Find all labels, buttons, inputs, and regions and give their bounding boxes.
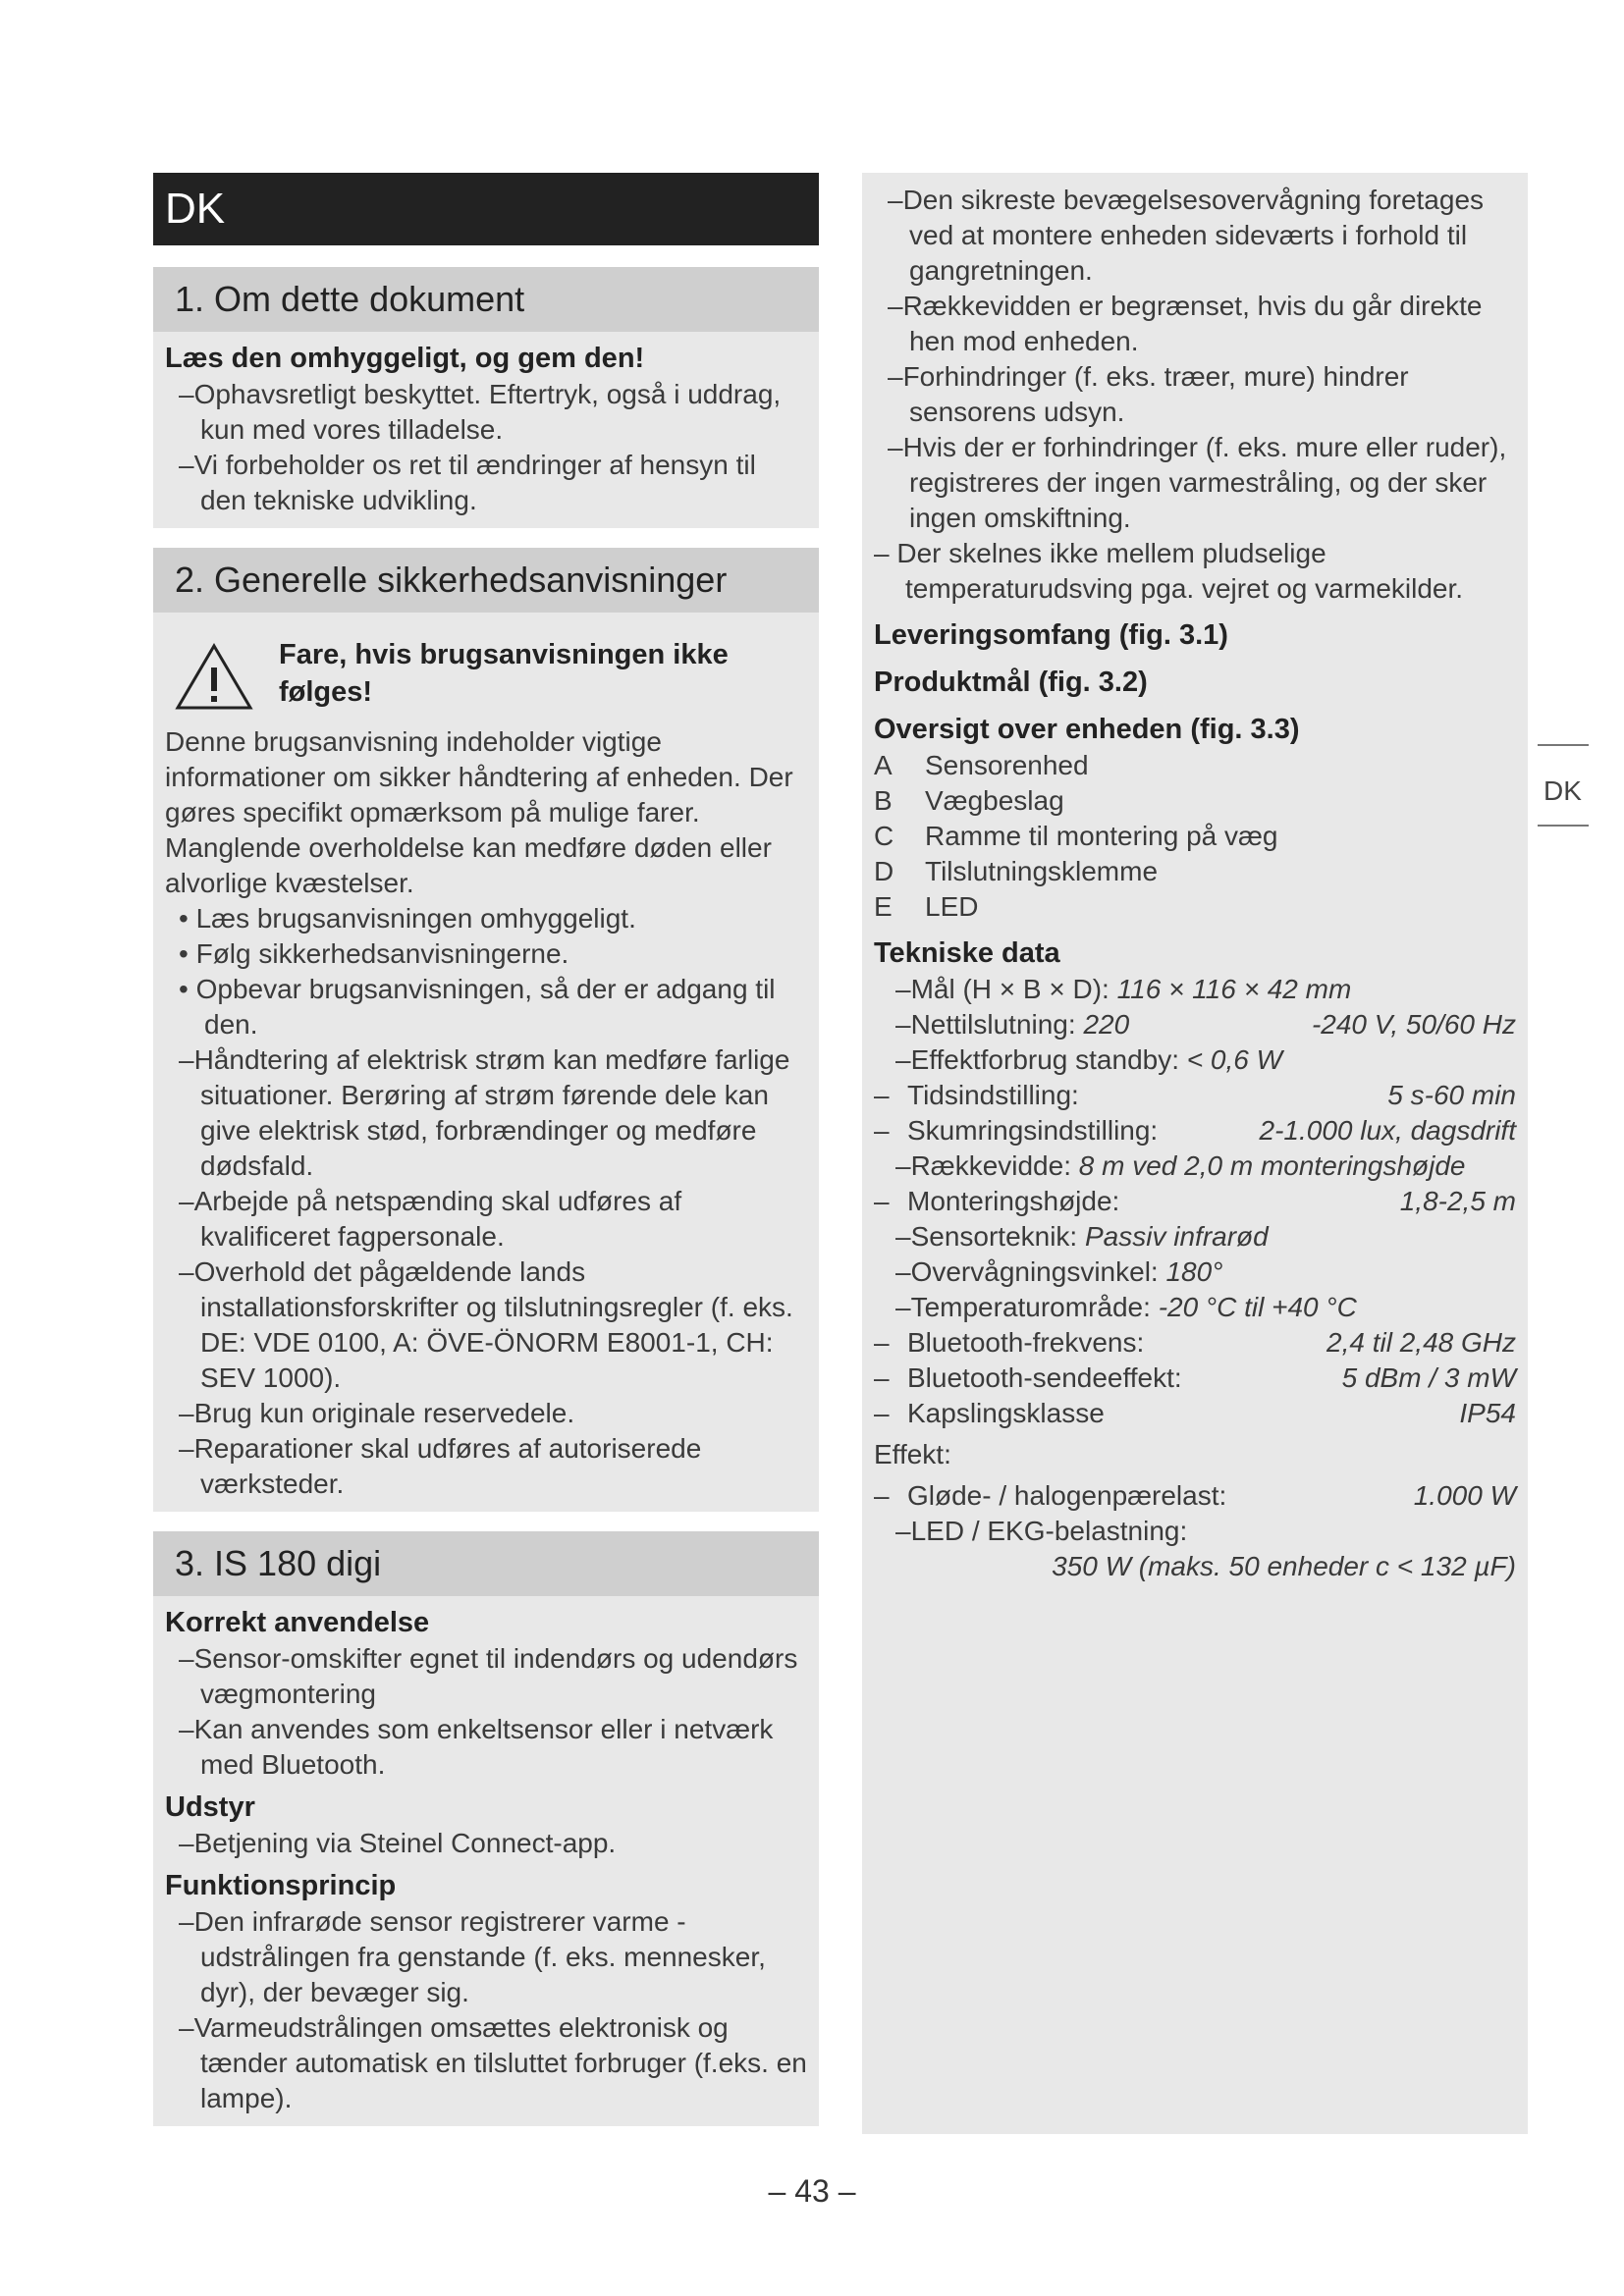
- part-label: Tilslutningsklemme: [925, 856, 1159, 886]
- bullet-item: • Læs brugsanvisningen omhyggeligt.: [179, 903, 636, 934]
- tech-value: IP54: [1459, 1398, 1516, 1428]
- list-item: –Vi forbeholder os ret til ændringer af hensyn til den tekniske udvikling.: [179, 450, 756, 515]
- tech-value: 350 W (maks. 50 enheder c < 132 µF): [1052, 1551, 1516, 1581]
- subheading-tech-data: Tekniske data: [874, 937, 1060, 969]
- tech-value: 2,4 til 2,48 GHz: [1326, 1327, 1516, 1358]
- tech-value: < 0,6 W: [1186, 1044, 1283, 1075]
- tech-label: –Mål (H × B × D):: [895, 974, 1110, 1004]
- bullet-text: Læs brugsanvisningen omhyggeligt.: [195, 903, 636, 934]
- list-item: –Varmeudstrålingen omsættes elektronisk og tænder automatisk en tilsluttet forbruger (f.eks. en lampe).: [179, 2012, 807, 2113]
- tech-row-mains: [874, 1007, 1516, 1042]
- warning-line: følges!: [279, 676, 373, 708]
- language-header: DK: [153, 173, 819, 245]
- tech-label: Gløde- / halogenpærelast:: [907, 1480, 1227, 1511]
- tech-label: Bluetooth-frekvens:: [907, 1327, 1145, 1358]
- side-tab-line: [1538, 744, 1589, 746]
- tech-label: –Sensorteknik:: [895, 1221, 1078, 1252]
- tech-label: –Effektforbrug standby:: [895, 1044, 1179, 1075]
- part-key: A: [874, 750, 893, 780]
- part-key: C: [874, 821, 894, 851]
- tech-value: 116 × 116 × 42 mm: [1116, 974, 1352, 1004]
- section-2-title: 2. Generelle sikkerhedsanvisninger: [153, 548, 819, 613]
- part-label: Vægbeslag: [925, 785, 1064, 816]
- tech-label: Tidsindstilling:: [907, 1080, 1079, 1110]
- part-row: [874, 854, 1516, 889]
- bullet-text: Følg sikkerhedsanvisningerne.: [195, 938, 569, 969]
- page-number: – 43 –: [768, 2173, 856, 2209]
- tech-label: –Rækkevidde:: [895, 1150, 1071, 1181]
- warning-line: Fare, hvis brugsanvisningen ikke: [279, 639, 729, 670]
- part-label: Ramme til montering på væg: [925, 821, 1278, 851]
- part-key: E: [874, 891, 893, 922]
- tech-label: –Overvågningsvinkel:: [895, 1256, 1159, 1287]
- tech-value: -240 V, 50/60 Hz: [1311, 1009, 1516, 1040]
- list-item: –Forhindringer (f. eks. træer, mure) hindrer sensorens udsyn.: [888, 361, 1409, 427]
- side-tab-line: [1538, 825, 1589, 827]
- left-column: [153, 173, 819, 2126]
- part-key: D: [874, 856, 894, 886]
- list-item: –Reparationer skal udføres af autoriserede værksteder.: [179, 1433, 702, 1499]
- section-3-title: 3. IS 180 digi: [153, 1531, 819, 1596]
- part-row: [874, 783, 1516, 819]
- warning-block: [165, 636, 807, 711]
- tech-row-effect-heading: [874, 1437, 1516, 1472]
- tech-label: Bluetooth-sendeeffekt:: [907, 1362, 1182, 1393]
- tech-label: –Nettilslutning:: [895, 1009, 1076, 1040]
- tech-row-led-value: [874, 1549, 1516, 1584]
- subheading-usage: Korrekt anvendelse: [165, 1607, 430, 1638]
- tech-value: -20 °C til +40 °C: [1158, 1292, 1357, 1322]
- part-label: Sensorenhed: [925, 750, 1089, 780]
- tech-value: 220: [1083, 1009, 1130, 1040]
- section-2-body: [153, 613, 819, 1512]
- list-item: –Arbejde på netspænding skal udføres af kvalificeret fagpersonale.: [179, 1186, 682, 1252]
- tech-value: 1,8-2,5 m: [1399, 1186, 1516, 1216]
- side-tab-label: DK: [1543, 775, 1582, 806]
- tech-value: 1.000 W: [1413, 1480, 1516, 1511]
- tech-row-twilight: – Skumringsindstilling: 2-1.000 lux, dagsdrift: [874, 1113, 1516, 1148]
- tech-label: Monteringshøjde:: [907, 1186, 1120, 1216]
- right-column: [862, 173, 1528, 2134]
- tech-row-sensor: [874, 1219, 1516, 1255]
- warning-triangle-icon: [175, 642, 253, 711]
- tech-value: 5 s-60 min: [1387, 1080, 1516, 1110]
- tech-row-bt-frequency: – Bluetooth-frekvens: 2,4 til 2,48 GHz: [874, 1325, 1516, 1361]
- list-item: –Kan anvendes som enkeltsensor eller i netværk med Bluetooth.: [179, 1714, 774, 1780]
- list-item: –Brug kun originale reservedele.: [179, 1398, 575, 1428]
- list-item: –Den infrarøde sensor registrerer varme - udstrålingen fra genstande (f. eks. mennesker, dyr), der bevæger sig.: [179, 1906, 766, 2007]
- tech-label: Skumringsindstilling:: [907, 1115, 1159, 1146]
- tech-label: –Temperaturområde:: [895, 1292, 1151, 1322]
- tech-row-bt-power: – Bluetooth-sendeeffekt: 5 dBm / 3 mW: [874, 1361, 1516, 1396]
- tech-row-range: [874, 1148, 1516, 1184]
- tech-row-time: – Tidsindstilling: 5 s-60 min: [874, 1078, 1516, 1113]
- bullet-item: • Opbevar brugsanvisningen, så der er adgang til den.: [179, 974, 776, 1040]
- tech-value: 5 dBm / 3 mW: [1341, 1362, 1516, 1393]
- part-row: [874, 889, 1516, 925]
- tech-row-temperature: [874, 1290, 1516, 1325]
- part-row: [874, 748, 1516, 783]
- tech-value: 8 m ved 2,0 m monteringshøjde: [1078, 1150, 1466, 1181]
- list-item: – Der skelnes ikke mellem pludselige temperaturudsving pga. vejret og varmekilder.: [874, 538, 1464, 604]
- subheading-delivery: Leveringsomfang (fig. 3.1): [874, 619, 1228, 651]
- tech-row-dimensions: [874, 972, 1516, 1007]
- tech-row-angle: [874, 1255, 1516, 1290]
- tech-label: Effekt:: [874, 1439, 951, 1469]
- section-1-body: [153, 332, 819, 528]
- list-item: –Den sikreste bevægelsesovervågning foretages ved at montere enheden sideværts i forhold til gangretningen.: [888, 185, 1485, 286]
- list-item: –Håndtering af elektrisk strøm kan medføre farlige situationer. Berøring af strøm førende dele kan give elektrisk stød, forbrændinger og medføre dødsfald.: [179, 1044, 790, 1181]
- list-item: –Overhold det pågældende lands installationsforskrifter og tilslutningsregler (f. eks. DE: VDE 0100, A: ÖVE-ÖNORM E8001-1, CH: SEV 1000).: [179, 1256, 793, 1393]
- bullet-item: • Følg sikkerhedsanvisningerne.: [179, 938, 569, 969]
- tech-row-incandescent: – Gløde- / halogenpærelast: 1.000 W: [874, 1478, 1516, 1514]
- tech-row-mount-height: – Monteringshøjde: 1,8-2,5 m: [874, 1184, 1516, 1219]
- part-label: LED: [925, 891, 979, 922]
- subheading-overview: Oversigt over enheden (fig. 3.3): [874, 714, 1300, 745]
- tech-label: Kapslingsklasse: [907, 1398, 1105, 1428]
- safety-paragraph: Denne brugsanvisning indeholder vigtige informationer om sikker håndtering af enheden. Der gøres specifikt opmærksom på mulige farer. Manglende overholdelse kan medføre døden eller alvorlige kvæstelser.: [165, 726, 793, 898]
- tech-value: Passiv infrarød: [1085, 1221, 1269, 1252]
- list-item: –Ophavsretligt beskyttet. Eftertryk, også i uddrag, kun med vores tilladelse.: [179, 379, 782, 445]
- tech-row-led: [874, 1514, 1516, 1549]
- tech-label: –LED / EKG-belastning:: [895, 1516, 1188, 1546]
- tech-value: 180°: [1165, 1256, 1223, 1287]
- tech-row-standby: [874, 1042, 1516, 1078]
- list-item: –Betjening via Steinel Connect-app.: [179, 1828, 617, 1858]
- part-row: [874, 819, 1516, 854]
- subheading-principle: Funktionsprincip: [165, 1870, 397, 1901]
- subheading-dimensions: Produktmål (fig. 3.2): [874, 667, 1148, 698]
- part-key: B: [874, 785, 893, 816]
- list-item: –Hvis der er forhindringer (f. eks. mure eller ruder), registreres der ingen varmestråling, og der sker ingen omskiftning.: [888, 432, 1507, 533]
- section-1-title: 1. Om dette dokument: [153, 267, 819, 332]
- section-3-body: [153, 1596, 819, 2126]
- list-item: –Sensor-omskifter egnet til indendørs og udendørs vægmontering: [179, 1643, 798, 1709]
- bullet-text: Opbevar brugsanvisningen, så der er adgang til den.: [195, 974, 776, 1040]
- tech-row-protection: – Kapslingsklasse IP54: [874, 1396, 1516, 1431]
- subheading-equipment: Udstyr: [165, 1791, 255, 1823]
- warning-text: [279, 636, 729, 711]
- list-item: –Rækkevidden er begrænset, hvis du går direkte hen mod enheden.: [888, 291, 1483, 356]
- tech-value: 2-1.000 lux, dagsdrift: [1259, 1115, 1516, 1146]
- section-1-subheading: Læs den omhyggeligt, og gem den!: [165, 343, 645, 374]
